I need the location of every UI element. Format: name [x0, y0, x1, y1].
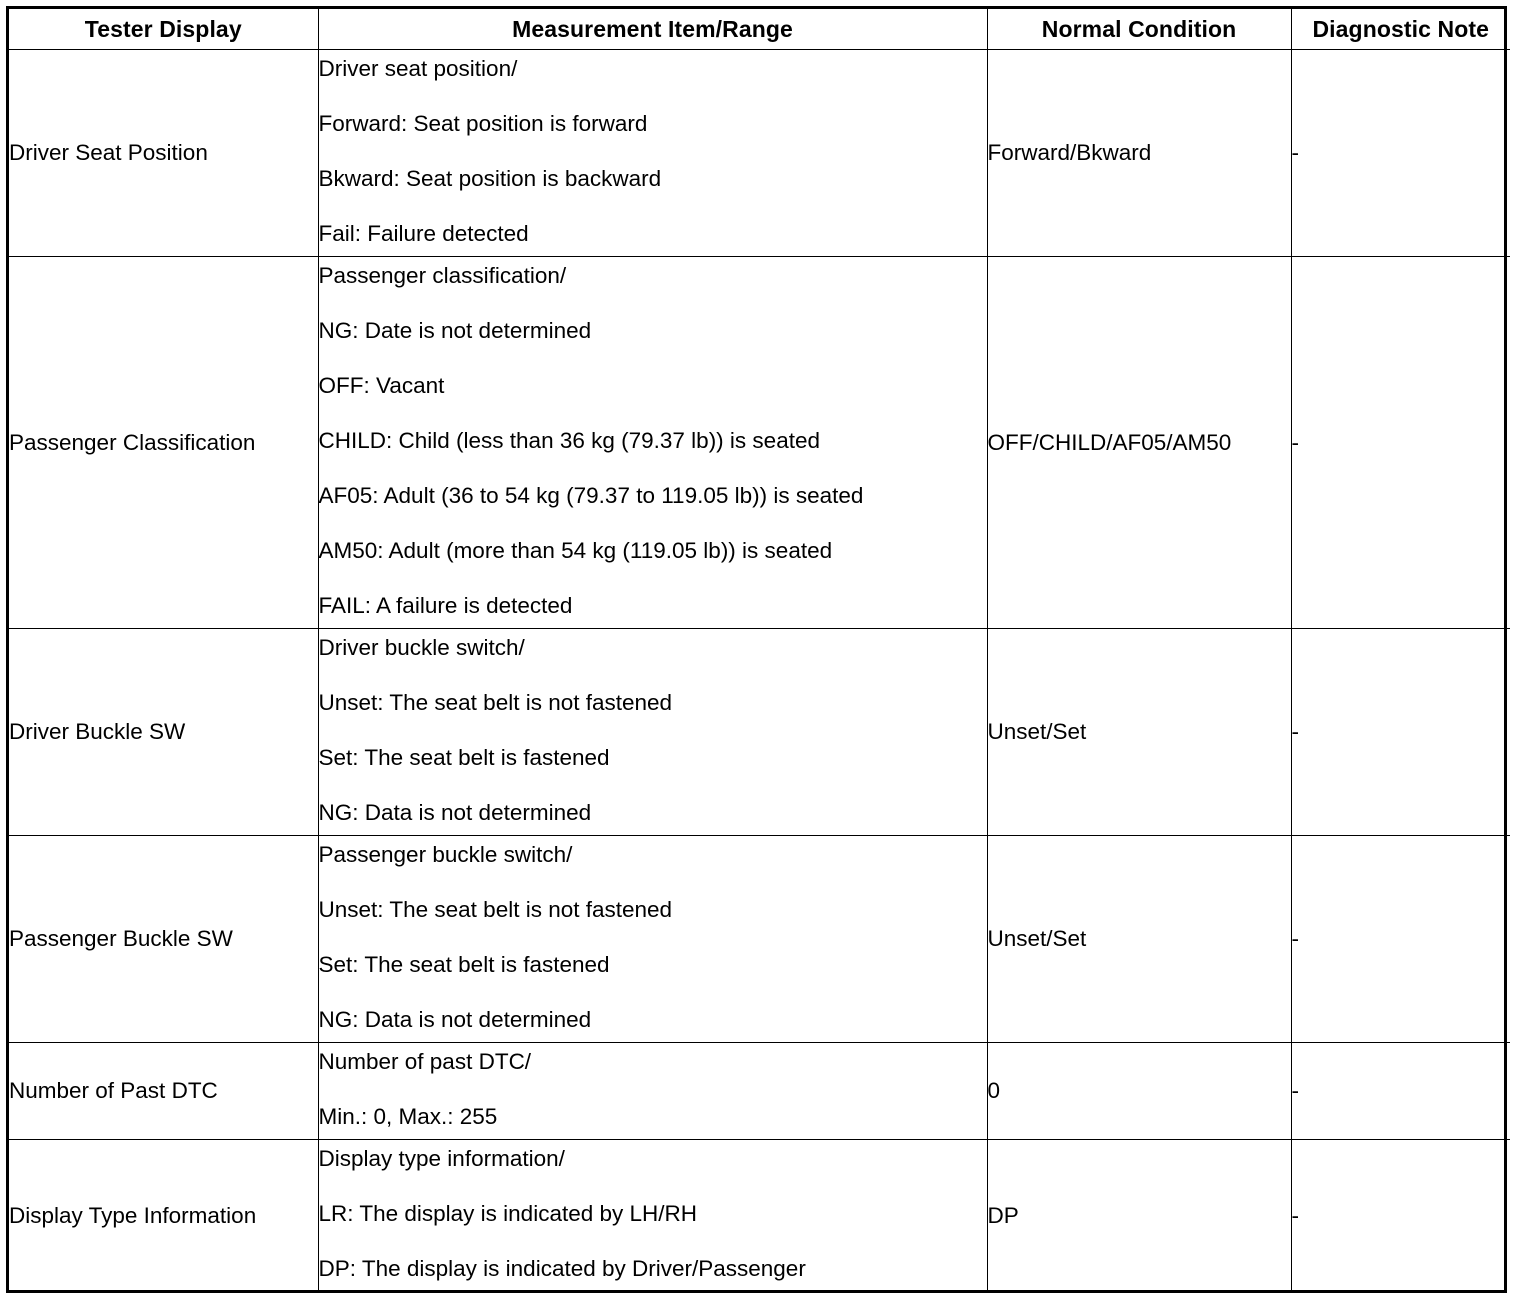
normal-condition-cell: Unset/Set	[987, 629, 1291, 836]
data-list-table	[9, 9, 1510, 1293]
measurement-range-cell	[318, 50, 987, 257]
table-row	[9, 629, 1510, 836]
tester-display-cell: Passenger Classification	[9, 257, 318, 629]
header-tester-display: Tester Display	[9, 9, 318, 50]
normal-condition-cell: Unset/Set	[987, 836, 1291, 1043]
range-line: Unset: The seat belt is not fastened	[318, 896, 673, 922]
range-line: Min.: 0, Max.: 255	[318, 1103, 498, 1129]
diagnostic-note-cell: -	[1291, 1043, 1510, 1140]
range-line: Set: The seat belt is fastened	[318, 951, 610, 977]
data-list-table-frame	[6, 6, 1507, 1293]
normal-condition-cell: DP	[987, 1140, 1291, 1293]
range-line: Driver buckle switch/	[318, 634, 525, 660]
range-line: Unset: The seat belt is not fastened	[318, 689, 673, 715]
range-line: DP: The display is indicated by Driver/Passenger	[318, 1256, 806, 1282]
normal-condition-cell: Forward/Bkward	[987, 50, 1291, 257]
table-row	[9, 1140, 1510, 1293]
normal-condition-cell: 0	[987, 1043, 1291, 1140]
range-line: Passenger buckle switch/	[318, 841, 573, 867]
range-line: Set: The seat belt is fastened	[318, 744, 610, 770]
range-line: Fail: Failure detected	[318, 220, 529, 246]
range-line: AF05: Adult (36 to 54 kg (79.37 to 119.05 lb)) is seated	[318, 482, 864, 508]
range-line: CHILD: Child (less than 36 kg (79.37 lb)) is seated	[318, 427, 820, 453]
measurement-range-cell	[318, 836, 987, 1043]
table-row	[9, 836, 1510, 1043]
range-line: Passenger classification/	[318, 262, 567, 288]
range-line: NG: Data is not determined	[318, 1006, 592, 1032]
table-row	[9, 257, 1510, 629]
tester-display-cell: Number of Past DTC	[9, 1043, 318, 1140]
header-normal-condition: Normal Condition	[987, 9, 1291, 50]
table-row	[9, 1043, 1510, 1140]
range-line: Bkward: Seat position is backward	[318, 165, 662, 191]
range-line: NG: Date is not determined	[318, 317, 592, 343]
measurement-range-cell	[318, 1140, 987, 1293]
range-line: OFF: Vacant	[318, 372, 445, 398]
tester-display-cell: Driver Buckle SW	[9, 629, 318, 836]
range-line: NG: Data is not determined	[318, 799, 592, 825]
range-line: Display type information/	[318, 1146, 565, 1172]
range-line: Number of past DTC/	[318, 1048, 532, 1074]
diagnostic-note-cell: -	[1291, 836, 1510, 1043]
header-diagnostic-note: Diagnostic Note	[1291, 9, 1510, 50]
diagnostic-note-cell: -	[1291, 629, 1510, 836]
measurement-range-cell	[318, 257, 987, 629]
table-row	[9, 50, 1510, 257]
range-line: LR: The display is indicated by LH/RH	[318, 1201, 698, 1227]
diagnostic-note-cell: -	[1291, 1140, 1510, 1293]
header-row	[9, 9, 1510, 50]
diagnostic-note-cell: -	[1291, 50, 1510, 257]
diagnostic-note-cell: -	[1291, 257, 1510, 629]
tester-display-cell: Display Type Information	[9, 1140, 318, 1293]
range-line: Driver seat position/	[318, 55, 518, 81]
range-line: AM50: Adult (more than 54 kg (119.05 lb)) is seated	[318, 537, 833, 563]
header-measurement-item-range: Measurement Item/Range	[318, 9, 987, 50]
range-line: FAIL: A failure is detected	[318, 592, 573, 618]
tester-display-cell: Passenger Buckle SW	[9, 836, 318, 1043]
range-line: Forward: Seat position is forward	[318, 110, 648, 136]
measurement-range-cell	[318, 1043, 987, 1140]
measurement-range-cell	[318, 629, 987, 836]
normal-condition-cell: OFF/CHILD/AF05/AM50	[987, 257, 1291, 629]
tester-display-cell: Driver Seat Position	[9, 50, 318, 257]
